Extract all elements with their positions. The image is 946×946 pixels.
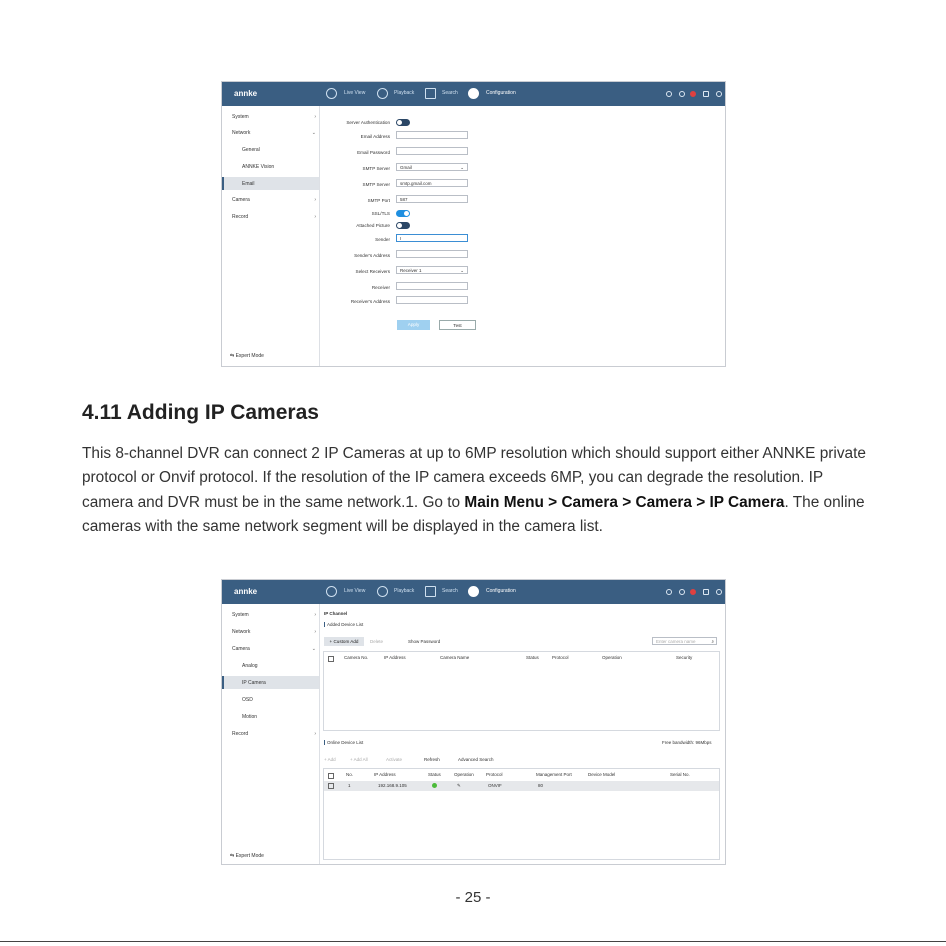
- edit-icon[interactable]: ✎: [457, 783, 461, 788]
- col-ip-address: IP Address: [384, 655, 406, 660]
- ssl-tls-toggle[interactable]: [396, 210, 410, 217]
- power-icon[interactable]: [716, 91, 722, 97]
- receiver-field[interactable]: [396, 282, 468, 290]
- nav-playback[interactable]: Playback: [394, 90, 415, 96]
- playback-icon[interactable]: [377, 586, 388, 597]
- screenshot-email-settings: [221, 81, 726, 367]
- select-receivers-value: Receiver 1: [400, 268, 422, 273]
- sidebar-item-osd[interactable]: OSD: [242, 697, 253, 703]
- expert-mode-link[interactable]: ⇆ Expert Mode: [230, 853, 264, 859]
- add-button[interactable]: + Add: [324, 757, 336, 762]
- tab-ip-channel[interactable]: IP Channel: [324, 611, 348, 616]
- chevron-right-icon: ›: [314, 629, 316, 635]
- chevron-right-icon: ›: [314, 612, 316, 618]
- show-password-toggle[interactable]: Show Password: [408, 639, 441, 644]
- custom-add-button[interactable]: + Custom Add: [324, 637, 364, 646]
- cell-protocol: ONVIF: [488, 783, 502, 788]
- smtp-server-select-value: Gmail: [400, 165, 412, 170]
- search-icon[interactable]: [425, 88, 436, 99]
- cell-management-port: 80: [538, 783, 544, 788]
- sidebar-selection: [222, 676, 319, 689]
- server-auth-label: Server Authentication: [346, 120, 390, 125]
- ssl-tls-label: SSL/TLS: [371, 211, 390, 216]
- chevron-down-icon: ⌄: [311, 646, 316, 652]
- camera-search-placeholder: Enter camera name: [656, 639, 696, 644]
- top-nav-bar: [222, 580, 725, 604]
- power-icon[interactable]: [716, 589, 722, 595]
- chevron-right-icon: ›: [314, 731, 316, 737]
- nav-search[interactable]: Search: [442, 90, 458, 96]
- section-heading: 4.11 Adding IP Cameras: [82, 401, 319, 424]
- sidebar-selection: [222, 177, 319, 190]
- sidebar-item-network[interactable]: Network: [232, 130, 251, 136]
- cell-ip-address: 192.168.9.105: [378, 783, 407, 788]
- senders-address-field[interactable]: [396, 250, 468, 258]
- nav-search[interactable]: Search: [442, 588, 458, 594]
- sender-label: Sender: [375, 237, 390, 242]
- sidebar-item-camera[interactable]: Camera: [232, 197, 250, 203]
- live-view-icon[interactable]: [326, 88, 337, 99]
- sender-field[interactable]: [396, 234, 468, 242]
- email-address-field[interactable]: [396, 131, 468, 139]
- receivers-address-label: Receiver's Address: [350, 299, 390, 304]
- online-device-list-title[interactable]: Online Device List: [324, 740, 363, 745]
- paragraph-text-1: This 8-channel DVR can connect 2 IP Cameras at up to 6MP resolution which should support either ANNKE private protocol or Onvif protocol. If the resolution of the IP camera exceeds 6MP, you can degrade the resolution. IP camera and DVR must be in the same network.1. Go to: [82, 445, 866, 511]
- advanced-search-button[interactable]: Advanced Search: [458, 757, 494, 762]
- col-serial-no: Serial No.: [670, 772, 690, 777]
- attached-picture-toggle[interactable]: [396, 222, 410, 229]
- screenshot-ip-camera: [221, 579, 726, 865]
- col-ip-address: IP Address: [374, 772, 396, 777]
- online-device-table: [323, 768, 720, 860]
- smtp-server-label: SMTP Server: [362, 182, 390, 187]
- col-status: Status: [526, 655, 539, 660]
- email-address-label: Email Address: [360, 134, 390, 139]
- select-all-checkbox[interactable]: [328, 656, 334, 662]
- col-operation: Operation: [602, 655, 622, 660]
- col-status: Status: [428, 772, 441, 777]
- sidebar-item-record[interactable]: Record: [232, 731, 249, 737]
- col-camera-name: Camera Name: [440, 655, 470, 660]
- smtp-port-field[interactable]: [396, 195, 468, 203]
- col-protocol: Protocol: [486, 772, 503, 777]
- sidebar-item-record[interactable]: Record: [232, 214, 249, 220]
- col-security: Security: [676, 655, 693, 660]
- col-management-port: Management Port: [536, 772, 572, 777]
- col-no: No.: [346, 772, 354, 777]
- col-camera-no: Camera No.: [344, 655, 369, 660]
- gear-icon[interactable]: [468, 88, 479, 99]
- alarm-icon[interactable]: [690, 589, 696, 595]
- smtp-server-select[interactable]: [396, 163, 468, 171]
- receiver-label: Receiver: [371, 285, 390, 290]
- playback-icon[interactable]: [377, 88, 388, 99]
- sidebar-item-system[interactable]: System: [232, 612, 249, 618]
- apply-button[interactable]: Apply: [397, 320, 430, 330]
- home-icon[interactable]: [679, 91, 685, 97]
- added-device-table: [323, 651, 720, 731]
- select-receivers-select[interactable]: [396, 266, 468, 274]
- sidebar-item-camera[interactable]: Camera: [232, 646, 250, 652]
- chevron-right-icon: ›: [314, 114, 316, 120]
- table-row[interactable]: [324, 781, 719, 791]
- nav-playback[interactable]: Playback: [394, 588, 415, 594]
- sidebar-item-general[interactable]: General: [242, 147, 260, 153]
- home-icon[interactable]: [679, 589, 685, 595]
- top-nav-bar: [222, 82, 725, 106]
- menu-path: Main Menu > Camera > Camera > IP Camera: [464, 493, 785, 511]
- gear-icon[interactable]: [468, 586, 479, 597]
- smtp-port-value: 587: [400, 197, 408, 202]
- info-icon[interactable]: [666, 589, 672, 595]
- added-device-list-title: Added Device List: [324, 622, 363, 627]
- receivers-address-field[interactable]: [396, 296, 468, 304]
- search-icon: ⌕: [711, 639, 714, 644]
- email-password-field[interactable]: [396, 147, 468, 155]
- smtp-port-label: SMTP Port: [367, 198, 390, 203]
- footer-rule: [0, 941, 946, 942]
- nav-live-view[interactable]: Live View: [344, 90, 366, 96]
- sidebar-item-system[interactable]: System: [232, 114, 249, 120]
- sidebar-item-network[interactable]: Network: [232, 629, 251, 635]
- select-receivers-label: Select Receivers: [355, 269, 390, 274]
- server-auth-toggle[interactable]: [396, 119, 410, 126]
- cell-no: 1: [348, 783, 351, 788]
- refresh-button[interactable]: Refresh: [424, 757, 440, 762]
- sidebar-item-motion[interactable]: Motion: [242, 714, 258, 720]
- attached-picture-label: Attached Picture: [356, 223, 390, 228]
- page-number: - 25 -: [455, 889, 491, 906]
- col-protocol: Protocol: [552, 655, 569, 660]
- senders-address-label: Sender's Address: [354, 253, 390, 258]
- sidebar-item-annke-vision[interactable]: ANNKE Vision: [242, 164, 275, 170]
- smtp-server-value: smtp.gmail.com: [400, 181, 432, 186]
- export-icon[interactable]: [703, 589, 709, 595]
- smtp-server-field[interactable]: [396, 179, 468, 187]
- sender-value: I: [400, 236, 402, 241]
- delete-button[interactable]: Delete: [370, 639, 384, 644]
- section-paragraph: [82, 442, 872, 540]
- col-operation: Operation: [454, 772, 474, 777]
- email-password-label: Email Password: [357, 150, 390, 155]
- nav-configuration[interactable]: Configuration: [486, 588, 516, 594]
- paragraph-text-2: . The online cameras with the same network segment will be displayed in the camera list.: [82, 493, 865, 536]
- sidebar: [222, 604, 320, 864]
- add-all-button[interactable]: + Add All: [350, 757, 368, 762]
- sidebar: [222, 106, 320, 366]
- alarm-icon[interactable]: [690, 91, 696, 97]
- sidebar-item-email[interactable]: Email: [242, 181, 255, 187]
- smtp-server-select-label: SMTP Server: [362, 166, 390, 171]
- nav-live-view[interactable]: Live View: [344, 588, 366, 594]
- camera-search-input[interactable]: [652, 637, 717, 645]
- live-view-icon[interactable]: [326, 586, 337, 597]
- expert-mode-link[interactable]: ⇆ Expert Mode: [230, 353, 264, 359]
- nav-configuration[interactable]: Configuration: [486, 90, 516, 96]
- chevron-right-icon: ›: [314, 214, 316, 220]
- chevron-down-icon: ⌄: [311, 130, 316, 136]
- row-checkbox[interactable]: [328, 783, 334, 789]
- export-icon[interactable]: [703, 91, 709, 97]
- activate-button[interactable]: Activate: [386, 757, 403, 762]
- info-icon[interactable]: [666, 91, 672, 97]
- sidebar-item-analog[interactable]: Analog: [242, 663, 258, 669]
- test-button[interactable]: Test: [439, 320, 476, 330]
- search-icon[interactable]: [425, 586, 436, 597]
- select-all-checkbox[interactable]: [328, 773, 334, 779]
- annke-logo: annke: [234, 89, 258, 98]
- free-bandwidth: Free bandwidth: 96Mbps: [662, 740, 712, 745]
- col-device-model: Device Model: [588, 772, 616, 777]
- chevron-down-icon: ⌄: [460, 165, 464, 170]
- chevron-right-icon: ›: [314, 197, 316, 203]
- chevron-down-icon: ⌄: [460, 268, 464, 273]
- status-online-icon: [432, 783, 437, 788]
- annke-logo: annke: [234, 587, 258, 596]
- sidebar-item-ip-camera[interactable]: IP Camera: [242, 680, 266, 686]
